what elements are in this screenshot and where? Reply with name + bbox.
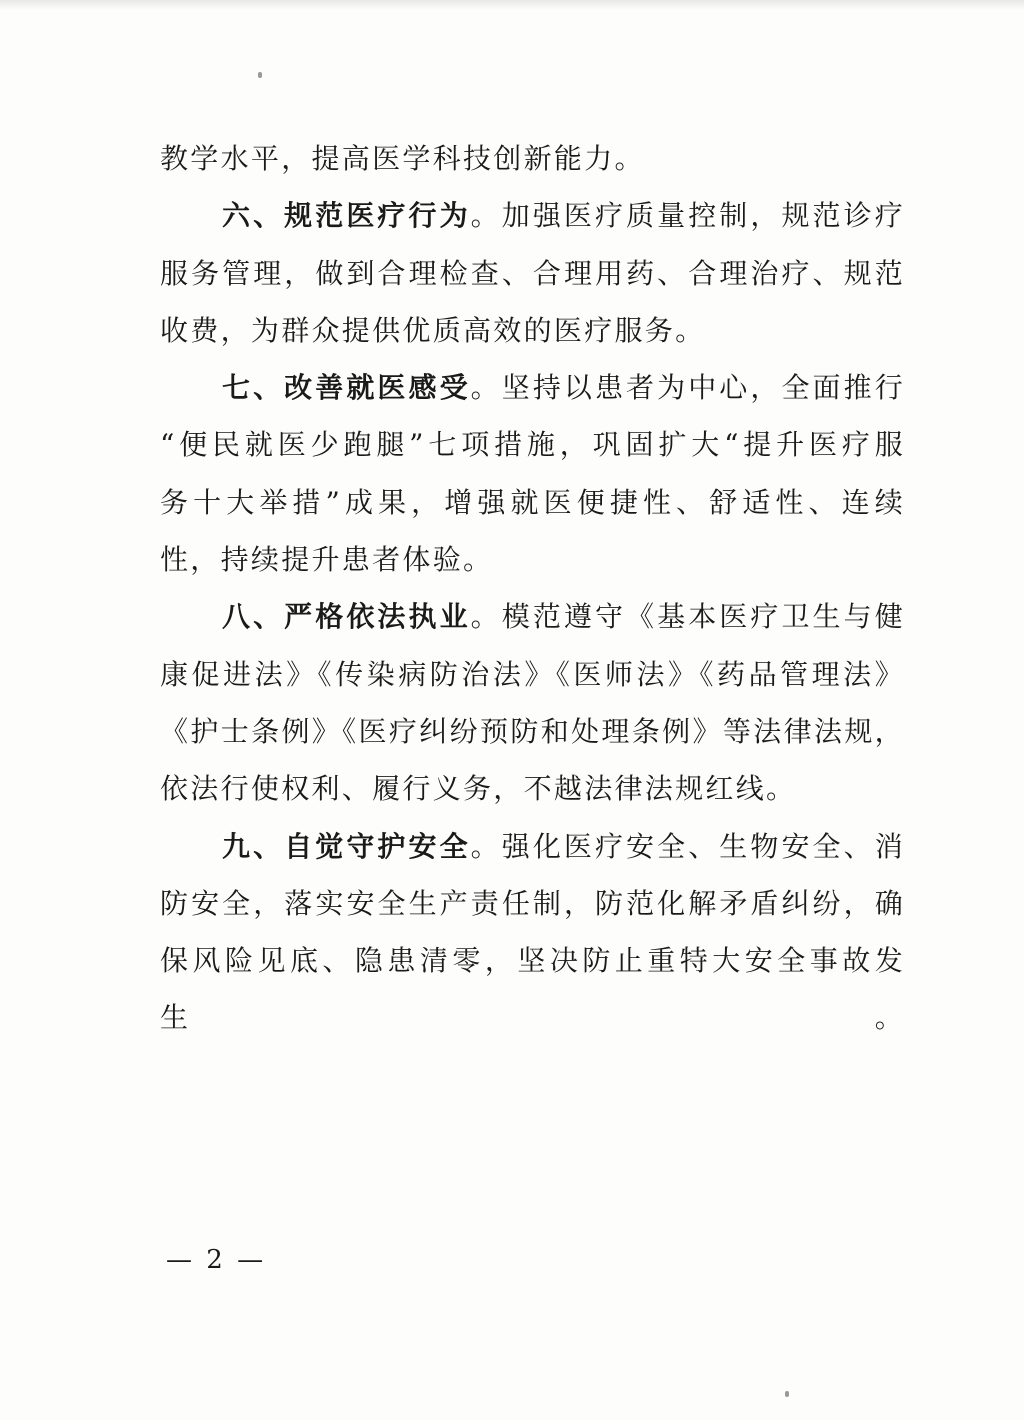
section-heading: 九、自觉守护安全 <box>222 829 471 863</box>
section-heading: 七、改善就医感受 <box>222 371 471 405</box>
section-heading: 六、规范医疗行为 <box>222 199 471 233</box>
paragraph-line: “便民就医少跑腿”七项措施，巩固扩大“提升医疗服 <box>160 428 905 462</box>
paragraph-line: 《护士条例》《医疗纠纷预防和处理条例》等法律法规， <box>160 714 905 748</box>
section-seven-heading-line: 七、改善就医感受。坚持以患者为中心，全面推行 <box>222 371 906 405</box>
paragraph-line: 性，持续提升患者体验。 <box>160 543 494 577</box>
paragraph-line: 康促进法》《传染病防治法》《医师法》《药品管理法》 <box>160 657 905 691</box>
paragraph-line: 收费，为群众提供优质高效的医疗服务。 <box>160 313 706 347</box>
body-text <box>160 130 906 1035</box>
section-heading: 八、严格依法执业 <box>222 600 471 634</box>
paragraph-line: 务十大举措”成果，增强就医便捷性、舒适性、连续 <box>160 485 905 519</box>
section-eight-heading-line: 八、严格依法执业。模范遵守《基本医疗卫生与健 <box>222 600 906 634</box>
section-six-heading-line: 六、规范医疗行为。加强医疗质量控制，规范诊疗 <box>222 199 906 233</box>
paragraph-line: 依法行使权利、履行义务，不越法律法规红线。 <box>160 772 797 806</box>
page-number: — 2 — <box>166 1245 267 1275</box>
scan-speck <box>785 1391 789 1397</box>
paragraph-line: 防安全，落实安全生产责任制，防范化解矛盾纠纷，确 <box>160 886 905 920</box>
section-nine-heading-line: 九、自觉守护安全。强化医疗安全、生物安全、消 <box>222 829 906 863</box>
paragraph-line: 服务管理，做到合理检查、合理用药、合理治疗、规范 <box>160 256 905 290</box>
paragraph-line: 保风险见底、隐患清零，坚决防止重特大安全事故发生。 <box>160 944 905 1035</box>
scan-speck <box>258 72 262 78</box>
scan-edge <box>0 0 1024 10</box>
paragraph-line: 教学水平，提高医学科技创新能力。 <box>160 142 645 175</box>
